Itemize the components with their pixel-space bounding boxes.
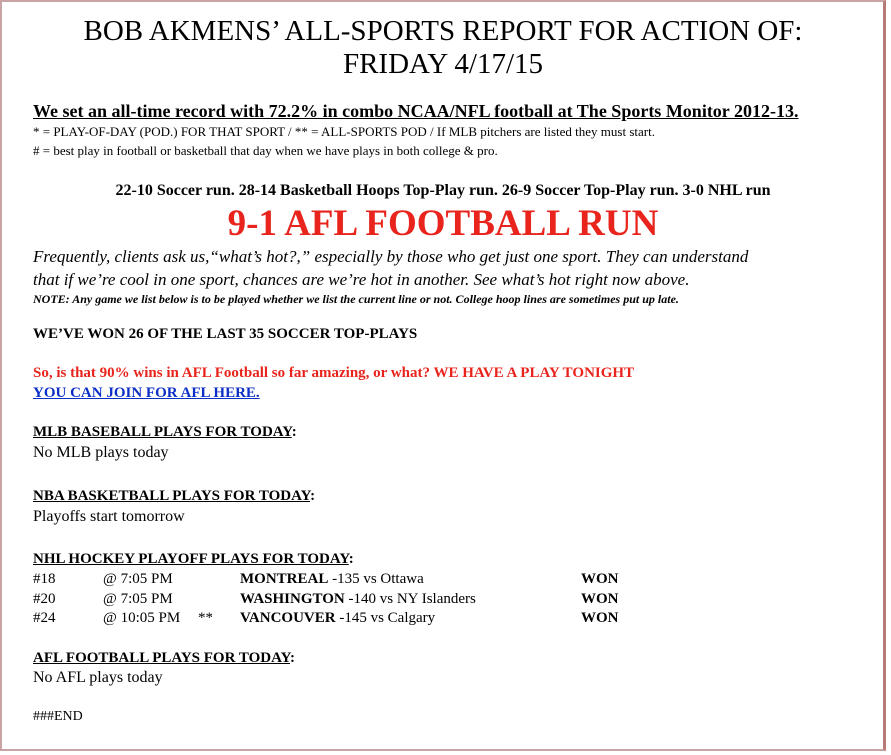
whats-hot-line2: that if we’re cool in one sport, chances are we’re hot in another. See what’s hot right now above.	[33, 270, 690, 289]
mlb-section-header	[33, 424, 297, 441]
nba-header-text: NBA BASKETBALL PLAYS FOR TODAY	[33, 488, 311, 504]
nhl-play-num: #20	[33, 591, 56, 607]
report-title-line2: FRIDAY 4/17/15	[342, 48, 544, 80]
afl-header-text: AFL FOOTBALL PLAYS FOR TODAY	[33, 650, 291, 666]
end-marker: ###END	[33, 709, 83, 724]
record-statement: We set an all-time record with 72.2% in combo NCAA/NFL football at The Sports Monitor 2012-13.	[33, 101, 799, 121]
nhl-play-time: @ 7:05 PM	[103, 591, 173, 607]
mlb-header-text: MLB BASEBALL PLAYS FOR TODAY	[33, 424, 292, 440]
nhl-play-result: WON	[581, 571, 619, 587]
nhl-play-num: #24	[33, 610, 56, 626]
afl-run-headline: 9-1 AFL FOOTBALL RUN	[227, 203, 659, 244]
nhl-header-colon: :	[348, 551, 354, 567]
nhl-play-line: -145 vs Calgary	[335, 610, 436, 626]
mlb-body: No MLB plays today	[33, 444, 169, 461]
nhl-play-team: MONTREAL	[240, 571, 329, 587]
nhl-play-time: @ 7:05 PM	[103, 571, 173, 587]
soccer-record: WE’VE WON 26 OF THE LAST 35 SOCCER TOP-PLAYS	[33, 326, 418, 342]
nba-section-header	[33, 488, 315, 505]
afl-section-header	[33, 650, 295, 667]
nhl-header-text: NHL HOCKEY PLAYOFF PLAYS FOR TODAY	[33, 551, 349, 567]
legend-line2: # = best play in football or basketball that day when we have plays in both college & pro.	[33, 143, 498, 158]
whats-hot-line1: Frequently, clients ask us,“what’s hot?,” especially by those who get just one sport. They can understand	[33, 247, 749, 266]
afl-promo: So, is that 90% wins in AFL Football so far amazing, or what? WE HAVE A PLAY TONIGHT	[33, 365, 635, 381]
nhl-play-line: -140 vs NY Islanders	[344, 591, 476, 607]
note-text: NOTE: Any game we list below is to be played whether we list the current line or not. College hoop lines are sometimes put up late.	[33, 292, 679, 306]
nhl-play-num: #18	[33, 571, 56, 587]
legend-line1: * = PLAY-OF-DAY (POD.) FOR THAT SPORT / ** = ALL-SPORTS POD / If MLB pitchers are listed they must start.	[33, 124, 655, 139]
nhl-play-time: @ 10:05 PM	[103, 610, 181, 626]
join-afl-link[interactable]: YOU CAN JOIN FOR AFL HERE.	[33, 385, 260, 401]
afl-header-colon: :	[290, 650, 296, 666]
mlb-header-colon: :	[291, 424, 297, 440]
report-title-line1: BOB AKMENS’ ALL-SPORTS REPORT FOR ACTION OF:	[83, 15, 803, 47]
nba-body: Playoffs start tomorrow	[33, 508, 185, 525]
nhl-play-line: -135 vs Ottawa	[328, 571, 424, 587]
nhl-play-team: WASHINGTON	[240, 591, 345, 607]
afl-body: No AFL plays today	[33, 669, 163, 686]
nba-header-colon: :	[310, 488, 316, 504]
nhl-play-result: WON	[581, 610, 619, 626]
nhl-play-pick	[240, 591, 476, 608]
nhl-play-stars: **	[198, 610, 213, 626]
runs-summary: 22-10 Soccer run. 28-14 Basketball Hoops Top-Play run. 26-9 Soccer Top-Play run. 3-0 NHL run	[115, 182, 771, 199]
nhl-play-result: WON	[581, 591, 619, 607]
nhl-play-pick	[240, 571, 424, 588]
nhl-section-header	[33, 551, 354, 568]
nhl-play-pick	[240, 610, 435, 627]
nhl-play-team: VANCOUVER	[240, 610, 336, 626]
